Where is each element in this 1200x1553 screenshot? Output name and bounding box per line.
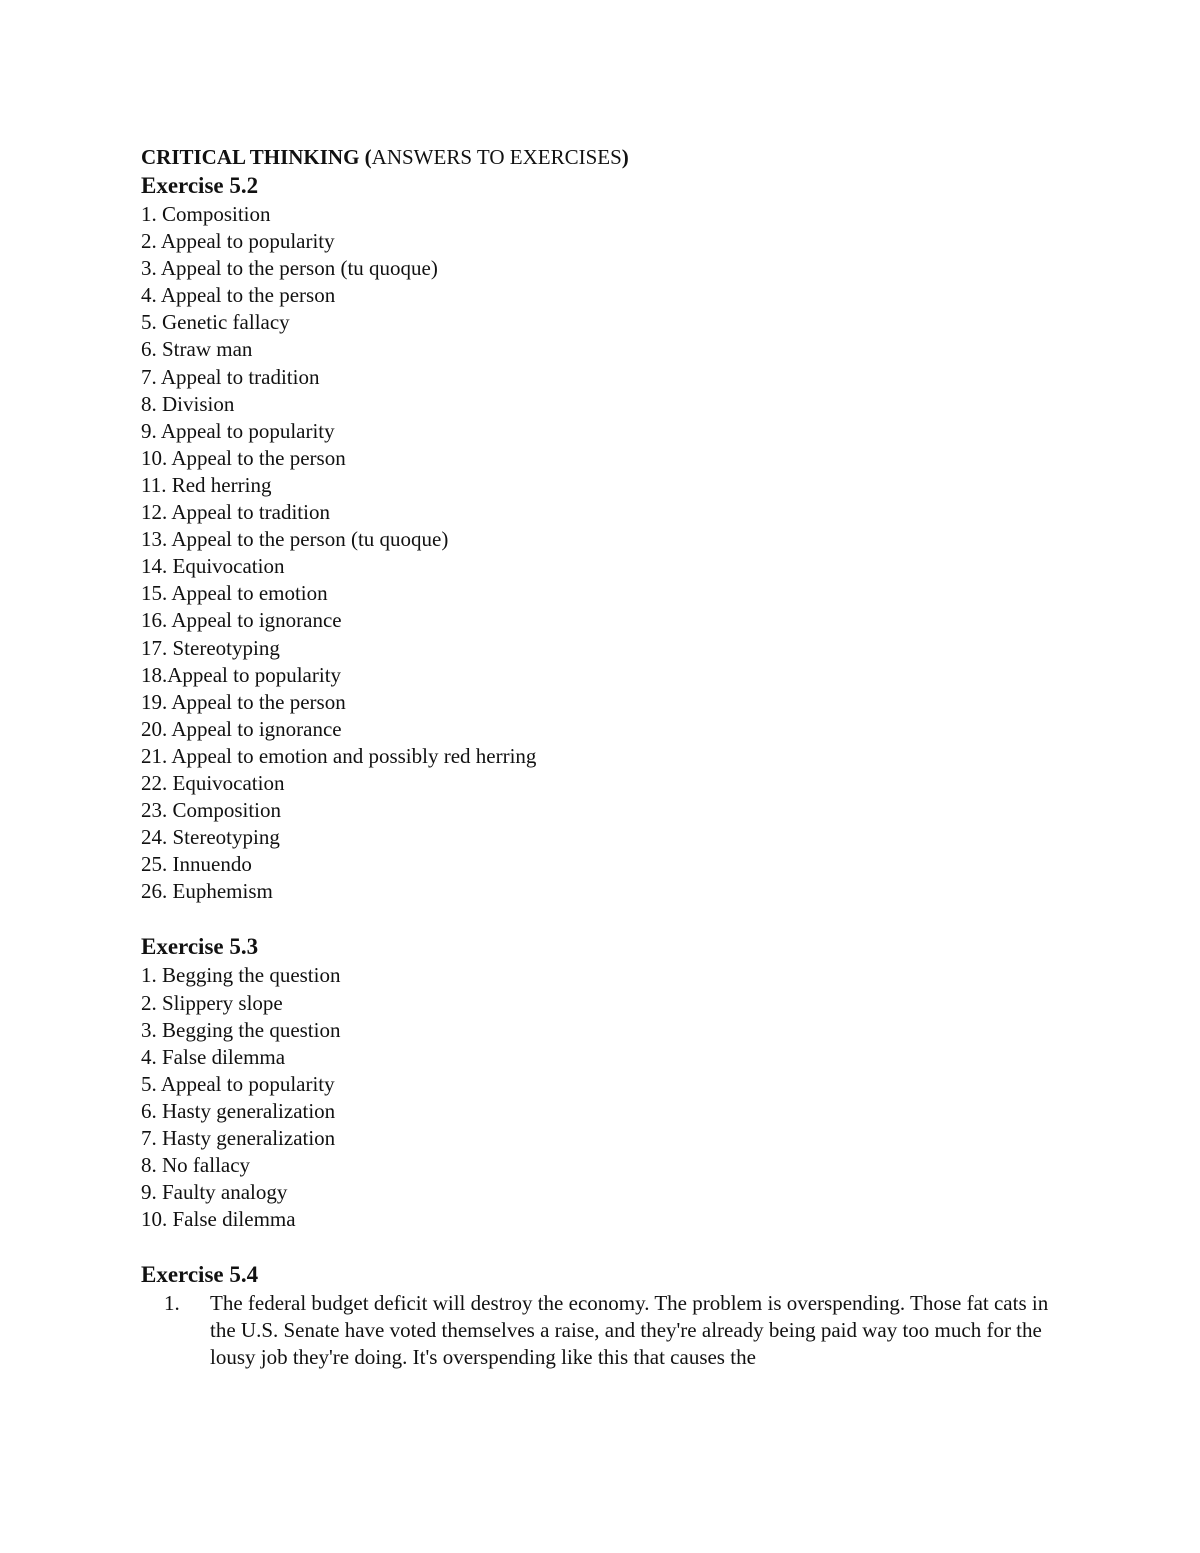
answer-item: 14. Equivocation xyxy=(141,554,285,579)
answer-item: 7. Appeal to tradition xyxy=(141,364,320,389)
answer-item: 7. Hasty generalization xyxy=(141,1126,336,1150)
answer-item: 13. Appeal to the person (tu quoque) xyxy=(141,527,449,552)
answer-item: 26. Euphemism xyxy=(141,879,273,904)
section-spacer xyxy=(141,905,1061,932)
answer-item: 10. False dilemma xyxy=(141,1207,296,1232)
title-subtitle: ANSWERS TO EXERCISES xyxy=(371,145,622,169)
title-closing-paren: ) xyxy=(621,145,629,169)
exercise-5-2-heading: Exercise 5.2 xyxy=(141,173,259,198)
answer-item: 8. Division xyxy=(141,391,235,416)
answer-item: 5. Appeal to popularity xyxy=(141,1071,335,1096)
answer-item: 1. Begging the question xyxy=(141,963,341,988)
answer-item: 11. Red herring xyxy=(141,472,272,497)
answer-item: 6. Hasty generalization xyxy=(141,1098,336,1123)
answer-item: 25. Innuendo xyxy=(141,852,252,877)
answer-item: 12. Appeal to tradition xyxy=(141,500,330,525)
exercise-5-3-list xyxy=(141,962,1061,1233)
answer-item: 3. Appeal to the person (tu quoque) xyxy=(141,256,438,281)
answer-item: 15. Appeal to emotion xyxy=(141,581,328,606)
answer-item: 19. Appeal to the person xyxy=(141,689,346,714)
answer-item: 4. False dilemma xyxy=(141,1044,286,1069)
exercise-5-3-heading: Exercise 5.3 xyxy=(141,934,259,960)
exercise-5-2-list xyxy=(141,201,1061,905)
answer-item: 10. Appeal to the person xyxy=(141,445,346,470)
answer-item: 20. Appeal to ignorance xyxy=(141,716,342,741)
answer-item: 18.Appeal to popularity xyxy=(141,662,342,687)
paragraph-number: 1. xyxy=(164,1291,180,1316)
answer-item: 2. Slippery slope xyxy=(141,990,283,1015)
answer-item: 2. Appeal to popularity xyxy=(141,229,335,254)
answer-item: 6. Straw man xyxy=(141,337,253,362)
answer-item: 8. No fallacy xyxy=(141,1153,251,1178)
document-page xyxy=(141,143,1061,1371)
answer-item: 4. Appeal to the person xyxy=(141,283,336,308)
exercise-5-4-list xyxy=(141,1290,1061,1371)
answer-item: 21. Appeal to emotion and possibly red herring xyxy=(141,743,537,768)
answer-item: 16. Appeal to ignorance xyxy=(141,608,342,633)
answer-item: 24. Stereotyping xyxy=(141,825,280,850)
answer-item: 3. Begging the question xyxy=(141,1017,341,1042)
section-spacer xyxy=(141,1233,1061,1260)
document-title xyxy=(141,143,1061,171)
answer-item: 9. Faulty analogy xyxy=(141,1180,288,1205)
exercise-5-4-heading: Exercise 5.4 xyxy=(141,1262,259,1288)
answer-item: 23. Composition xyxy=(141,798,282,823)
answer-item: 1. Composition xyxy=(141,202,271,226)
answer-item: 22. Equivocation xyxy=(141,770,285,795)
answer-item: 17. Stereotyping xyxy=(141,635,280,660)
answer-item: 5. Genetic fallacy xyxy=(141,310,290,335)
title-main: CRITICAL THINKING ( xyxy=(141,145,372,169)
answer-item: 9. Appeal to popularity xyxy=(141,418,335,443)
paragraph-number-cell xyxy=(141,1290,210,1371)
paragraph-text: The federal budget deficit will destroy the economy. The problem is overspending. Those fat cats in the U.S. Senate have voted themselves a raise, and they're already being paid way too much for the lousy job they're doing. It's overspending like this that causes the xyxy=(210,1291,1049,1370)
exercise-paragraph xyxy=(141,1290,1061,1371)
